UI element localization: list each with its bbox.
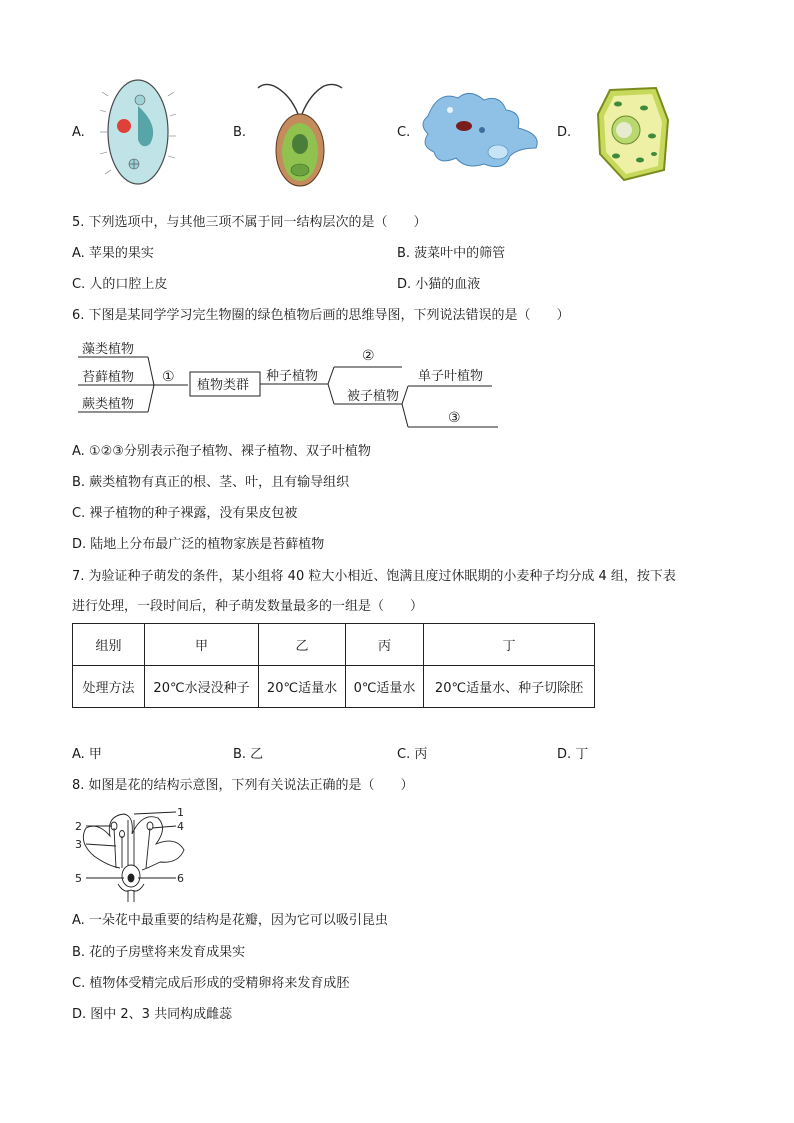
q7-stem-line1: 7. 为验证种子萌发的条件，某小组将 40 粒大小相近、饱满且度过休眠期的小麦种子均分成 4 组，按下表 xyxy=(72,569,676,584)
q7-option-b: B. 乙 xyxy=(233,747,264,762)
table-cell: 丁 xyxy=(424,624,595,666)
q4-option-b-label: B. xyxy=(233,125,247,140)
chlamydomonas-icon xyxy=(254,78,346,190)
q6-stem: 6. 下图是某同学学习完生物圈的绿色植物后画的思维导图，下列说法错误的是（ ） xyxy=(72,308,570,323)
table-cell: 甲 xyxy=(145,624,259,666)
mindmap-fern: 蕨类植物 xyxy=(82,397,135,412)
table-cell: 20℃适量水、种子切除胚 xyxy=(424,666,595,708)
q8-option-d: D. 图中 2、3 共同构成雌蕊 xyxy=(72,1007,233,1022)
q7-stem-line2: 进行处理，一段时间后，种子萌发数量最多的一组是（ ） xyxy=(72,599,424,614)
q6-option-a: A. ①②③分别表示孢子植物、裸子植物、双子叶植物 xyxy=(72,444,371,459)
q8-stem: 8. 如图是花的结构示意图，下列有关说法正确的是（ ） xyxy=(72,778,414,793)
q6-option-c: C. 裸子植物的种子裸露，没有果皮包被 xyxy=(72,506,298,521)
q6-option-b: B. 蕨类植物有真正的根、茎、叶，且有输导组织 xyxy=(72,475,350,490)
mindmap-seed-plants: 种子植物 xyxy=(266,369,319,384)
flower-label-5: 5 xyxy=(75,872,82,885)
q7-option-d: D. 丁 xyxy=(557,747,589,762)
q6-option-d: D. 陆地上分布最广泛的植物家族是苔藓植物 xyxy=(72,537,325,552)
q8-option-a: A. 一朵花中最重要的结构是花瓣，因为它可以吸引昆虫 xyxy=(72,913,388,928)
table-cell: 丙 xyxy=(346,624,424,666)
mindmap-circle-2: ② xyxy=(362,348,375,364)
q7-option-c: C. 丙 xyxy=(397,747,428,762)
table-cell: 0℃适量水 xyxy=(346,666,424,708)
plant-classification-mindmap xyxy=(72,334,512,434)
flower-label-3: 3 xyxy=(75,838,82,851)
q7-option-a: A. 甲 xyxy=(72,747,102,762)
mindmap-angiosperm: 被子植物 xyxy=(347,389,400,404)
flower-label-4: 4 xyxy=(177,820,184,833)
q7-table xyxy=(72,623,595,708)
flower-label-1: 1 xyxy=(177,806,184,819)
q4-option-d-label: D. xyxy=(557,125,572,140)
plant-cell-icon xyxy=(594,84,672,184)
mindmap-circle-1: ① xyxy=(162,369,175,385)
table-cell: 处理方法 xyxy=(73,666,145,708)
q5-option-c: C. 人的口腔上皮 xyxy=(72,277,168,292)
q5-option-b: B. 菠菜叶中的筛管 xyxy=(397,246,506,261)
q5-stem: 5. 下列选项中，与其他三项不属于同一结构层次的是（ ） xyxy=(72,215,427,230)
flower-label-2: 2 xyxy=(75,820,82,833)
table-header-row xyxy=(73,624,595,666)
mindmap-monocot: 单子叶植物 xyxy=(418,369,484,384)
mindmap-bryophyte: 苔藓植物 xyxy=(82,370,135,385)
mindmap-center: 植物类群 xyxy=(197,378,250,393)
mindmap-circle-3: ③ xyxy=(448,410,461,426)
flower-label-6: 6 xyxy=(177,872,184,885)
q5-option-d: D. 小猫的血液 xyxy=(397,277,481,292)
q4-option-a-label: A. xyxy=(72,125,85,140)
paramecium-icon xyxy=(98,76,178,188)
flower-structure-figure xyxy=(72,806,192,904)
amoeba-icon xyxy=(418,86,546,172)
q5-option-a: A. 苹果的果实 xyxy=(72,246,154,261)
mindmap-algae: 藻类植物 xyxy=(82,342,135,357)
table-cell: 组别 xyxy=(73,624,145,666)
table-cell: 乙 xyxy=(259,624,346,666)
q4-option-c-label: C. xyxy=(397,125,411,140)
table-row xyxy=(73,666,595,708)
q8-option-c: C. 植物体受精完成后形成的受精卵将来发育成胚 xyxy=(72,976,350,991)
q8-option-b: B. 花的子房壁将来发育成果实 xyxy=(72,945,246,960)
table-cell: 20℃适量水 xyxy=(259,666,346,708)
table-cell: 20℃水浸没种子 xyxy=(145,666,259,708)
